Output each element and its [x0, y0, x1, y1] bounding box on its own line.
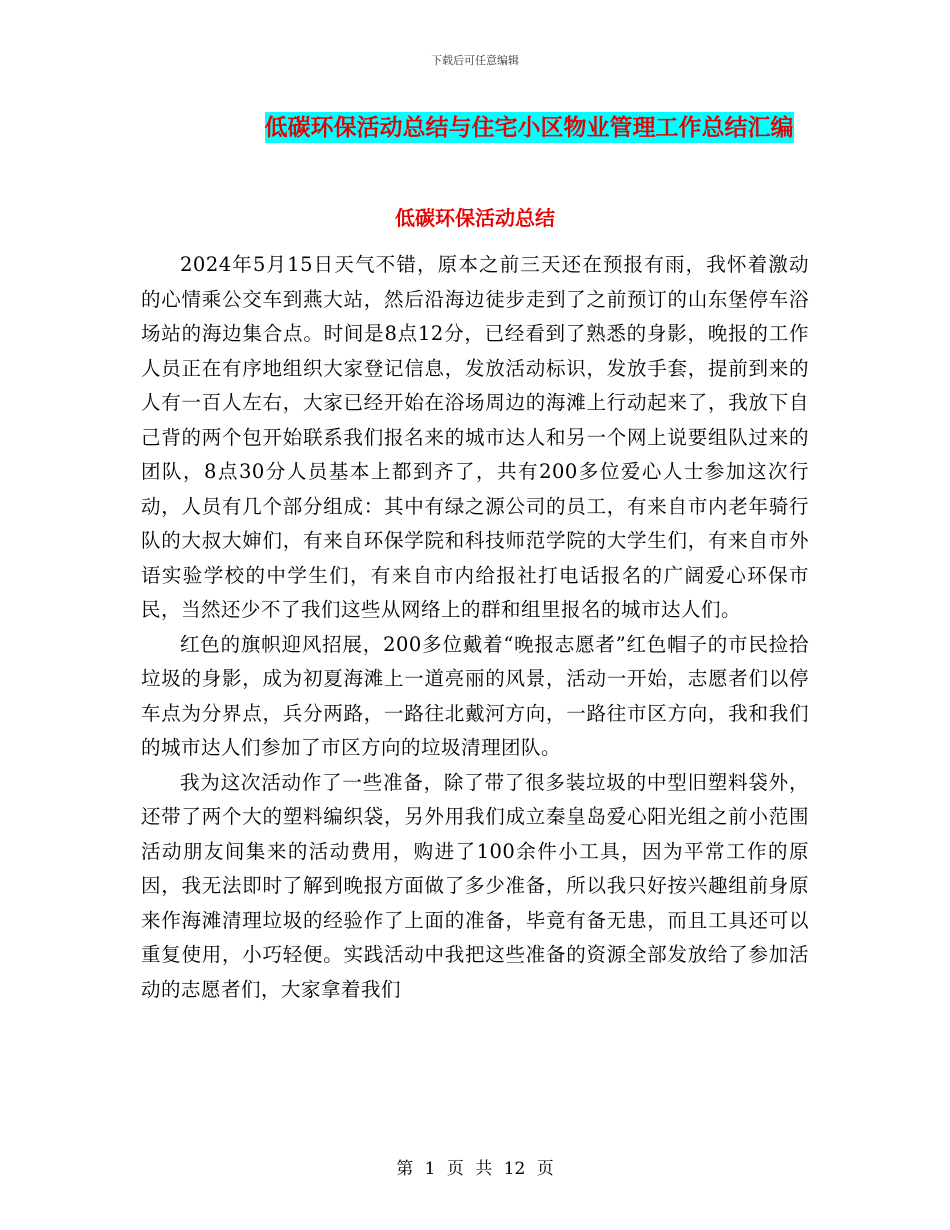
- paragraph-1: 2024年5月15日天气不错，原本之前三天还在预报有雨，我怀着激动的心情乘公交车到燕大站，然后沿海边徒步走到了之前预订的山东堡停车浴场站的海边集合点。时间是8点12分，已经看到了熟悉的身影，晚报的工作人员正在有序地组织大家登记信息，发放活动标识，发放手套，提前到来的人有一百人左右，大家已经开始在浴场周边的海滩上行动起来了，我放下自己背的两个包开始联系我们报名来的城市达人和另一个网上说要组队过来的团队，8点30分人员基本上都到齐了，共有200多位爱心人士参加这次行动，人员有几个部分组成：其中有绿之源公司的员工，有来自市内老年骑行队的大叔大婶们，有来自环保学院和科技师范学院的大学生们，有来自市外语实验学校的中学生们，有来自市内给报社打电话报名的广阔爱心环保市民，当然还少不了我们这些从网络上的群和组里报名的城市达人们。: [141, 253, 809, 621]
- document-body: [141, 248, 809, 1007]
- paragraph-3: 我为这次活动作了一些准备，除了带了很多装垃圾的中型旧塑料袋外，还带了两个大的塑料编织袋，另外用我们成立秦皇岛爱心阳光组之前小范围活动朋友间集来的活动费用，购进了100余件小工具，因为平常工作的原因，我无法即时了解到晚报方面做了多少准备，所以我只好按兴趣组前身原来作海滩清理垃圾的经验作了上面的准备，毕竟有备无患，而且工具还可以重复使用，小巧轻便。实践活动中我把这些准备的资源全部发放给了参加活动的志愿者们，大家拿着我们: [141, 770, 809, 1001]
- page-number: 第 1 页 共 12 页: [396, 1159, 554, 1179]
- document-title: [0, 108, 950, 148]
- header-note: 下载后可任意编辑: [431, 54, 519, 67]
- section-title: 低碳环保活动总结: [395, 206, 555, 230]
- paragraph-2: 红色的旗帜迎风招展，200多位戴着“晚报志愿者”红色帽子的市民捡拾垃圾的身影，成为初夏海滩上一道亮丽的风景，活动一开始，志愿者们以停车点为分界点，兵分两路，一路往北戴河方向，一路往市区方向，我和我们的城市达人们参加了市区方向的垃圾清理团队。: [141, 632, 809, 759]
- document-title-text: 低碳环保活动总结与住宅小区物业管理工作总结汇编: [264, 114, 794, 141]
